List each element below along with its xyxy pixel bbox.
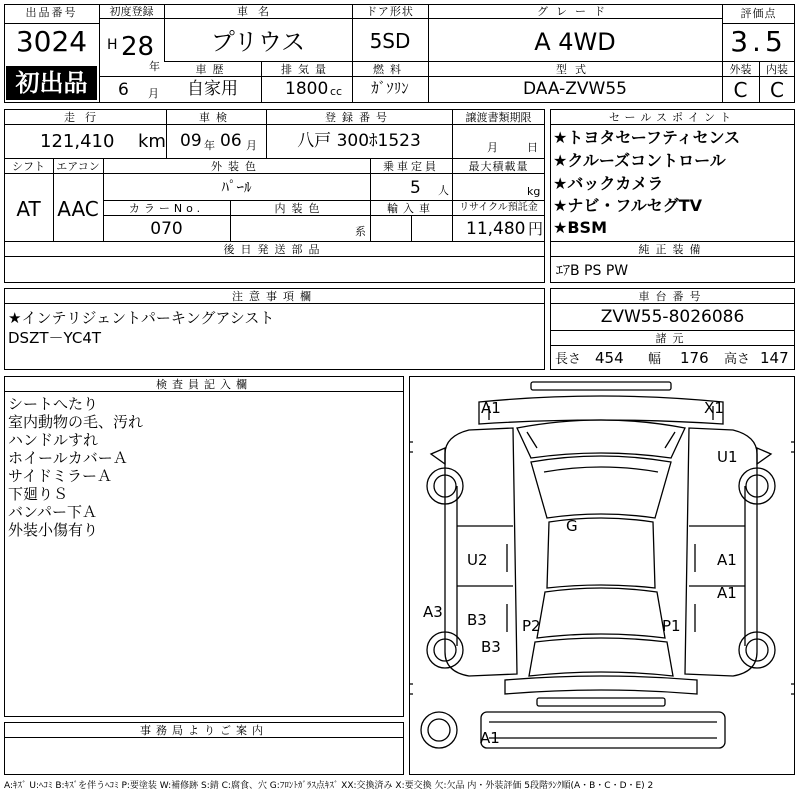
sales-point-5: ★BSM bbox=[553, 218, 607, 237]
capacity-unit: 人 bbox=[438, 184, 449, 197]
interior-color-unit: 系 bbox=[355, 225, 366, 238]
equipment-label: 純正装備 bbox=[638, 243, 707, 256]
history-label: 車歴 bbox=[195, 63, 230, 76]
displacement-label: 排気量 bbox=[281, 63, 332, 76]
mark-u1: U1 bbox=[717, 448, 738, 466]
mileage-unit: km bbox=[138, 131, 166, 152]
inspector-line-5: サイドミラーＡ bbox=[8, 467, 112, 485]
inspector-line-8: 外装小傷有り bbox=[8, 521, 99, 539]
mileage-value: 121,410 bbox=[40, 131, 115, 152]
mark-p1: P1 bbox=[662, 617, 681, 635]
mark-x1: X1 bbox=[704, 399, 724, 417]
inspector-label: 検査員記入欄 bbox=[156, 378, 252, 391]
interior-color-label: 内装色 bbox=[274, 202, 326, 215]
fuel-label: 燃料 bbox=[373, 63, 407, 76]
notes-line-2: DSZT－YC4T bbox=[8, 329, 102, 347]
mark-b3-a: B3 bbox=[467, 611, 487, 629]
exterior-color-value: ﾊﾟｰﾙ bbox=[221, 178, 252, 196]
door-label: ドア形状 bbox=[366, 5, 414, 18]
mark-a1-right-2: A1 bbox=[717, 584, 737, 602]
transfer-day-unit: 日 bbox=[527, 141, 538, 154]
mark-u2: U2 bbox=[467, 551, 488, 569]
sales-point-1: ★トヨタセーフティセンス bbox=[553, 128, 741, 147]
aircon-value: AAC bbox=[57, 197, 99, 221]
score-label: 評価点 bbox=[740, 7, 777, 20]
notes-label: 注意事項欄 bbox=[232, 290, 317, 303]
mark-b3-b: B3 bbox=[481, 638, 501, 656]
inspection-year: 09 bbox=[180, 131, 202, 151]
inspection-month-unit: 月 bbox=[246, 139, 257, 152]
reg-year-unit: 年 bbox=[149, 60, 160, 73]
int-score: C bbox=[770, 78, 784, 102]
inspection-month: 06 bbox=[220, 131, 242, 151]
width-value: 176 bbox=[680, 349, 709, 367]
max-load-label: 最大積載量 bbox=[468, 160, 529, 173]
color-no-value: 070 bbox=[150, 219, 183, 239]
length-value: 454 bbox=[595, 349, 624, 367]
transfer-month-unit: 月 bbox=[487, 141, 498, 154]
ext-score-label: 外装 bbox=[729, 63, 752, 76]
chassis-value: ZVW55-8026086 bbox=[600, 307, 745, 327]
later-parts-label: 後日発送部品 bbox=[223, 243, 326, 256]
notes-line-1: ★インテリジェントパーキングアシスト bbox=[8, 309, 275, 327]
shift-label: シフト bbox=[12, 160, 45, 173]
sales-point-2: ★クルーズコントロール bbox=[553, 151, 726, 170]
grade-label: グレード bbox=[537, 5, 613, 18]
length-label: 長さ bbox=[555, 352, 582, 367]
height-label: 高さ bbox=[724, 352, 751, 367]
plate-value: 八戸 300ﾎ1523 bbox=[297, 131, 421, 151]
mark-g: G bbox=[566, 517, 578, 535]
ext-score: C bbox=[733, 78, 748, 102]
mark-p2: P2 bbox=[522, 617, 541, 635]
recycle-label: リサイクル預託金 bbox=[459, 202, 538, 213]
reg-month: 6 bbox=[118, 80, 129, 100]
first-listing-badge: 初出品 bbox=[6, 66, 97, 100]
mark-a1-front: A1 bbox=[481, 399, 501, 417]
car-name: プリウス bbox=[210, 28, 306, 56]
plate-label: 登録番号 bbox=[325, 111, 393, 124]
inspector-line-7: バンパー下Ａ bbox=[8, 503, 97, 521]
car-diagram bbox=[409, 376, 795, 775]
inspector-line-6: 下廻りＳ bbox=[8, 485, 69, 503]
inspection-label: 車検 bbox=[199, 111, 233, 124]
inspector-line-2: 室内動物の毛、汚れ bbox=[8, 413, 144, 431]
model-value: DAA-ZVW55 bbox=[522, 79, 627, 99]
recycle-unit: 円 bbox=[528, 220, 544, 238]
car-name-label: 車名 bbox=[237, 5, 279, 18]
exterior-color-label: 外装色 bbox=[211, 160, 262, 173]
model-label: 型式 bbox=[556, 63, 594, 76]
shift-value: AT bbox=[16, 197, 41, 221]
mark-a1-rear: A1 bbox=[480, 729, 500, 747]
door-value: 5SD bbox=[369, 29, 411, 53]
reg-label: 初度登録 bbox=[109, 5, 154, 18]
office-label: 事務局よりご案内 bbox=[140, 724, 268, 737]
legend-text: A:ｷｽﾞ U:ﾍｺﾐ B:ｷｽﾞを伴うﾍｺﾐ P:要塗装 W:補修跡 S:錆 C:腐食、穴 G:ﾌﾛﾝﾄｶﾞﾗｽ点ｷｽﾞ XX:交換済み X:要交換 欠:欠品 内・外装評価 5段階ﾗﾝｸ順(A・B・C・D・E) 2 bbox=[4, 781, 654, 791]
history-value: 自家用 bbox=[187, 79, 238, 99]
inspector-line-4: ホイールカバーＡ bbox=[8, 449, 128, 467]
capacity-label: 乗車定員 bbox=[383, 160, 439, 173]
score-value: 3.5 bbox=[730, 25, 787, 58]
lot-label: 出品番号 bbox=[25, 6, 78, 19]
inspector-line-3: ハンドルすれ bbox=[8, 431, 99, 449]
inspection-year-unit: 年 bbox=[204, 139, 215, 152]
mark-a1-right-1: A1 bbox=[717, 551, 737, 569]
inspector-line-1: シートへたり bbox=[8, 395, 99, 413]
sales-points-label: セールスポイント bbox=[608, 111, 736, 124]
capacity-value: 5 bbox=[410, 178, 421, 198]
max-load-unit: kg bbox=[527, 185, 541, 198]
aircon-label: エアコン bbox=[56, 160, 100, 173]
grade-value: A 4WD bbox=[534, 28, 616, 56]
chassis-label: 車台番号 bbox=[638, 290, 707, 303]
lot-number: 3024 bbox=[15, 25, 88, 58]
dims-label: 諸元 bbox=[655, 332, 690, 345]
sales-point-3: ★バックカメラ bbox=[553, 174, 664, 193]
transfer-label: 譲渡書類期限 bbox=[465, 111, 532, 124]
fuel-value: ｶﾞｿﾘﾝ bbox=[371, 79, 409, 97]
import-label: 輸入車 bbox=[387, 202, 435, 215]
width-label: 幅 bbox=[648, 352, 662, 367]
mileage-label: 走行 bbox=[64, 111, 106, 124]
reg-year: 28 bbox=[121, 32, 155, 62]
equipment-value: ｴｱB PS PW bbox=[556, 263, 629, 279]
color-no-label: カラーNo. bbox=[128, 202, 205, 215]
displacement-unit: cc bbox=[330, 85, 343, 98]
int-score-label: 内装 bbox=[766, 63, 788, 76]
mark-a3: A3 bbox=[423, 603, 443, 621]
reg-era: H bbox=[107, 37, 118, 53]
height-value: 147 bbox=[760, 349, 789, 367]
recycle-value: 11,480 bbox=[466, 219, 526, 239]
reg-month-unit: 月 bbox=[148, 87, 159, 100]
sales-point-4: ★ナビ・フルセグTV bbox=[553, 196, 703, 215]
displacement-value: 1800 bbox=[285, 79, 329, 99]
